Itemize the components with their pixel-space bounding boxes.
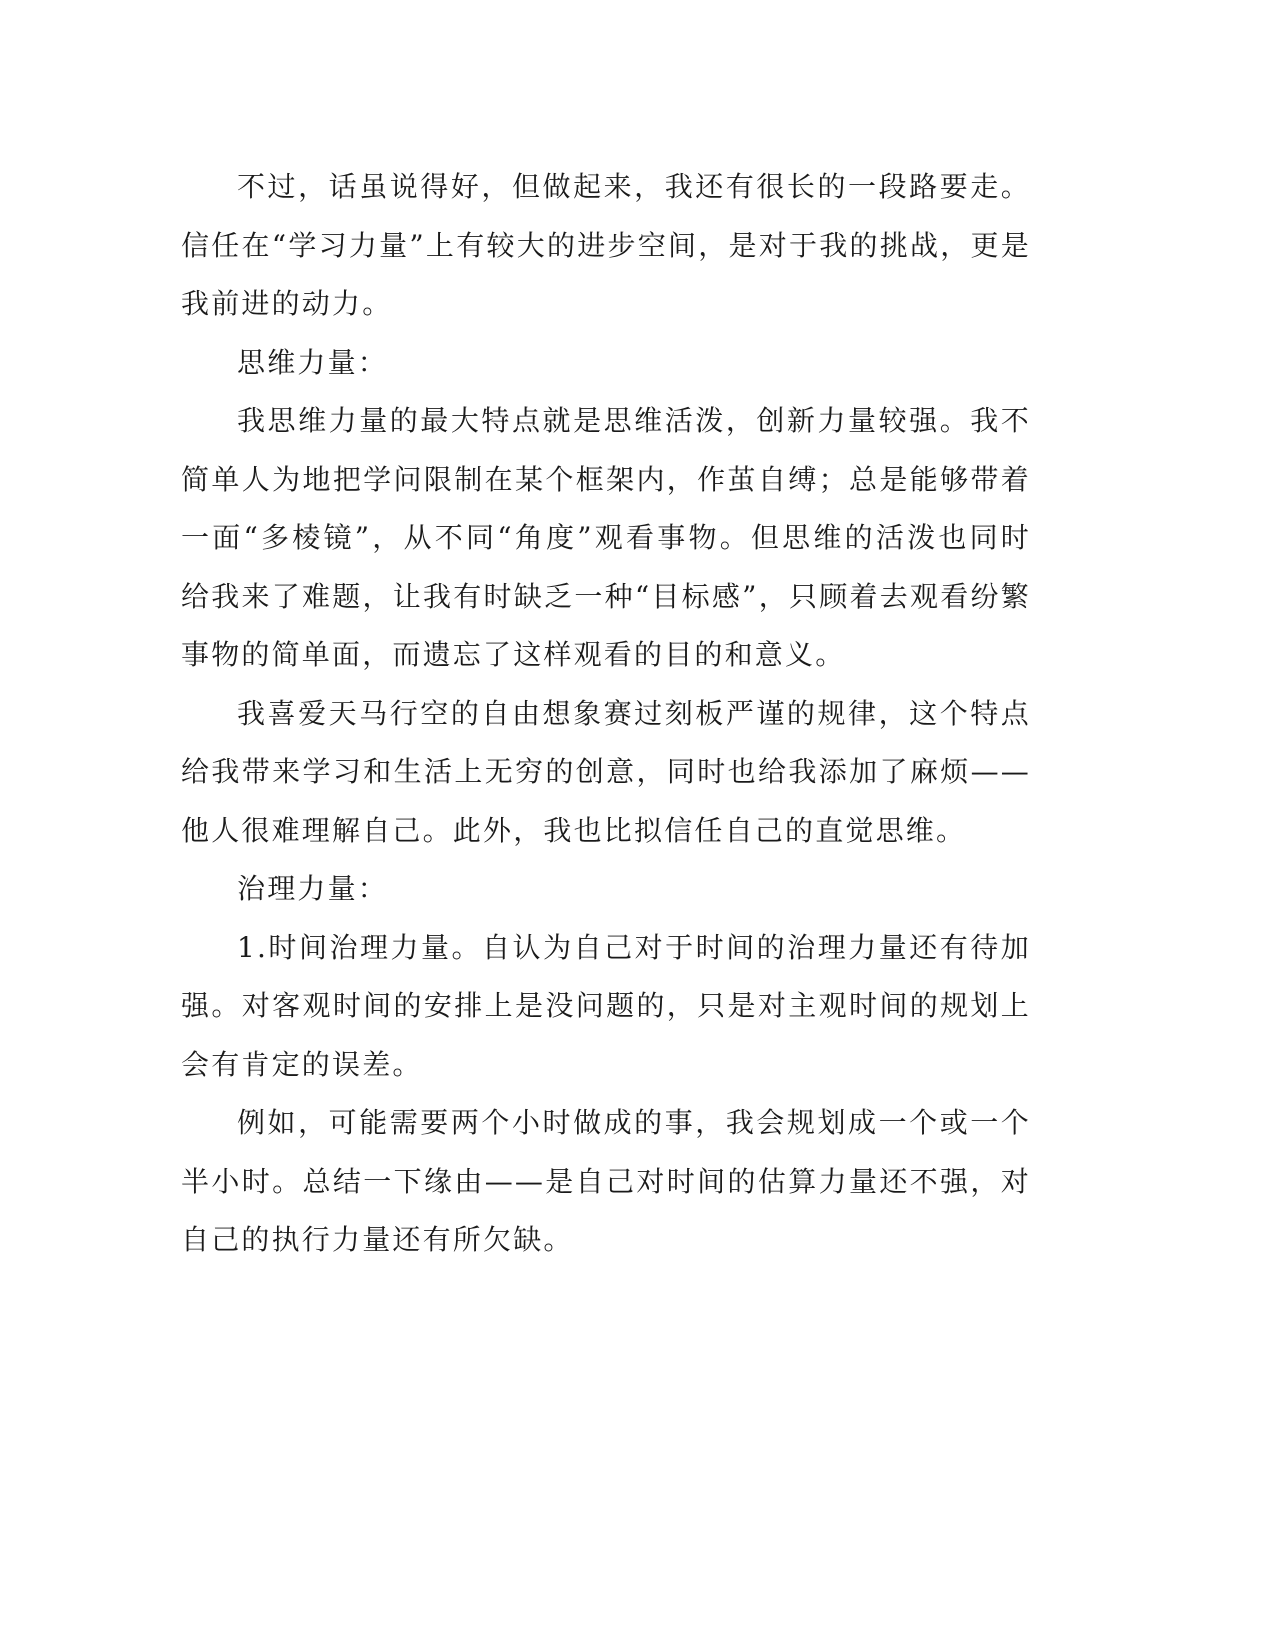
paragraph-imagination: 我喜爱天马行空的自由想象赛过刻板严谨的规律，这个特点给我带来学习和生活上无穷的创意，同时也给我添加了麻烦——他人很难理解自己。此外，我也比拟信任自己的直觉思维。 [181,696,1031,847]
paragraph-thinking-traits: 我思维力量的最大特点就是思维活泼，创新力量较强。我不简单人为地把学问限制在某个框架内，作茧自缚；总是能够带着一面“多棱镜”，从不同“角度”观看事物。但思维的活泼也同时给我来了难题，让我有时缺乏一种“目标感”，只顾着去观看纷繁事物的简单面，而遗忘了这样观看的目的和意义。 [181,404,1031,671]
paragraph-time-example: 例如，可能需要两个小时做成的事，我会规划成一个或一个半小时。总结一下缘由——是自己对时间的估算力量还不强，对自己的执行力量还有所欠缺。 [181,1106,1031,1256]
heading-management-ability: 治理力量： [237,872,389,905]
heading-thinking-ability: 思维力量： [237,345,389,379]
document-body [181,158,1031,1270]
paragraph-learning-ability-conclusion: 不过，话虽说得好，但做起来，我还有很长的一段路要走。信任在“学习力量”上有较大的进步空间，是对于我的挑战，更是我前进的动力。 [181,170,1031,320]
paragraph-time-management: 1.时间治理力量。自认为自己对于时间的治理力量还有待加强。对客观时间的安排上是没问题的，只是对主观时间的规划上会有肯定的误差。 [181,930,1031,1081]
